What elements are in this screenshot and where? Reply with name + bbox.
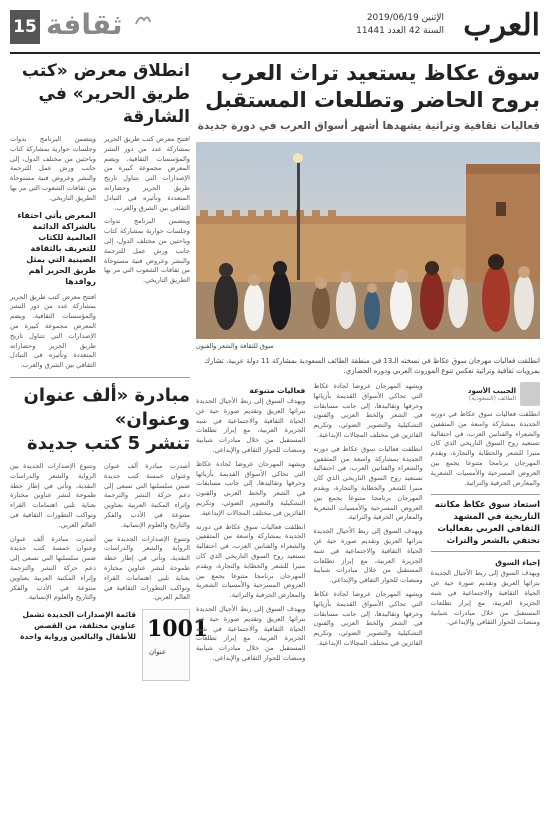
silk-road-text-a-cont: ويتضمن البرنامج ندوات وجلسات حوارية بمشاركة كتاب وباحثين من مختلف الدول، إلى جانب ورش عمل للترجمة والنشر وعروض فنية مستوحاة من ثقافات الشعوب التي مر بها الطريق التاريخي. [104, 217, 190, 285]
thousand-titles-headline-line2: تنشر 5 كتب جديدة [27, 432, 190, 454]
masthead-rule [10, 52, 540, 54]
lead-headline [196, 60, 540, 114]
masthead [10, 6, 540, 52]
book-cover-word: عنوان [149, 648, 166, 657]
page-number: 15 [10, 10, 40, 44]
issue-info [356, 12, 444, 38]
lead-text-right-cont: ويهدف السوق إلى ربط الأجيال الجديدة بتراثها العريق وتقديم صورة حية عن الحياة الثقافية والاجتماعية في شبه الجزيرة العربية، مع إبراز تطلعات المستقبل من خلال مبادرات شبابية ومنصات للحوار الثقافي والإبداعي. [430, 569, 540, 627]
lead-column-right [431, 382, 540, 664]
author-place: الطائف (السعودية) [468, 394, 516, 402]
silk-road-text-b-cont: افتتح معرض كتب طريق الحرير بمشاركة عدد من دور النشر والمؤسسات الثقافية، ويضم المعرض مجموعة كبيرة من الإصدارات التي تتناول تاريخ طريق الحرير وحضاراته المتعددة وتأثيره في التبادل الثقافي بين الشرق والغرب. [10, 292, 96, 370]
silk-road-headline [10, 60, 190, 129]
lead-article [196, 60, 540, 820]
section-divider [10, 377, 190, 378]
thousand-titles-text-a-cont: وتتنوع الإصدارات الجديدة بين الرواية والشعر والدراسات النقدية، وتأتي في إطار خطة طموحة لنشر عناوين مختارة بعناية تلبي اهتمامات القراء وتواكب التطورات الثقافية في العالم العربي. [104, 534, 190, 602]
lead-pull-quote: استعاد سوق عكاظ مكانته التاريخية في المشهد الثقافي العربي بفعاليات تحتفي بالشعر والتراث [431, 494, 540, 552]
silk-road-body [10, 135, 190, 371]
thousand-titles-text-a: أصدرت مبادرة ألف عنوان وعنوان خمسة كتب جديدة ضمن سلسلتها التي تسعى إلى دعم حركة النشر والترجمة وإثراء المكتبة العربية بعناوين متنوعة في الأدب والفكر والتاريخ والعلوم الإنسانية. [104, 461, 190, 529]
section-decoration-icon [134, 14, 152, 26]
thousand-titles-headline-line1: مبادرة «ألف عنوان وعنوان» [23, 384, 190, 430]
lead-intro: انطلقت فعاليات مهرجان سوق عكاظ في نسخته الـ13 في منطقة الطائف السعودية بمشاركة 11 دولة عربية، تشارك بمرويات ثقافية وتراثية تعكس تنوع الموروث العربي ودوره الحضاري. [204, 357, 540, 375]
lead-subhead-events: فعاليات متنوعة [249, 386, 306, 395]
thousand-titles-body [10, 462, 190, 603]
lead-body-columns [196, 382, 540, 664]
lead-text-left-cont: ويشهد المهرجان عروضا لجادة عكاظ التي تحاكي الأسواق القديمة بأزيائها وحرفها وتقاليدها، إلى جانب مسابقات في الشعر والخط العربي والفنون التشكيلية والتصوير الضوئي، وتكريم الفائزين في مختلف المجالات الإبداعية. [196, 459, 306, 517]
lead-subhead-revival: إحياء السوق [495, 558, 540, 568]
silk-road-text-b: ويتضمن البرنامج ندوات وجلسات حوارية بمشاركة كتاب وباحثين من مختلف الدول، إلى جانب ورش عمل للترجمة والنشر وعروض فنية مستوحاة من ثقافات الشعوب التي مر بها الطريق التاريخي. [10, 135, 96, 202]
lead-text-left-cont3: ويهدف السوق إلى ربط الأجيال الجديدة بتراثها العريق وتقديم صورة حية عن الحياة الثقافية والاجتماعية في شبه الجزيرة العربية، مع إبراز تطلعات المستقبل من خلال مبادرات شبابية ومنصات للحوار الثقافي والإبداعي. [196, 604, 306, 662]
lead-text-middle-cont2: ويهدف السوق إلى ربط الأجيال الجديدة بتراثها العريق وتقديم صورة حية عن الحياة الثقافية والاجتماعية في شبه الجزيرة العربية، مع إبراز تطلعات المستقبل من خلال مبادرات شبابية ومنصات للحوار الثقافي والإبداعي. [313, 527, 423, 585]
thousand-titles-text-b: وتتنوع الإصدارات الجديدة بين الرواية والشعر والدراسات النقدية، وتأتي في إطار خطة طموحة لنشر عناوين مختارة بعناية تلبي اهتمامات القراء وتواكب التطورات الثقافية في العالم العربي. [10, 461, 96, 529]
left-column [10, 60, 209, 810]
lead-text-middle: ويشهد المهرجان عروضا لجادة عكاظ التي تحاكي الأسواق القديمة بأزيائها وحرفها وتقاليدها، إلى جانب مسابقات في الشعر والخط العربي والفنون التشكيلية والتصوير الضوئي، وتكريم الفائزين في مختلف المجالات الإبداعية. [313, 382, 423, 439]
book-feature [10, 609, 209, 681]
issue-date: الإثنين 2019/06/19 [366, 13, 444, 23]
book-caption: قائمة الإصدارات الجديدة تشمل عناوين مختلفة، من القصص للأطفال والبالغين ورواية واحدة [20, 610, 136, 642]
silk-road-headline-line1: انطلاق معرض «كتب [21, 61, 190, 81]
lead-column-left [196, 382, 305, 664]
author-avatar [520, 382, 540, 406]
book-cover-image [142, 609, 209, 681]
photo-caption: سوق للثقافة والشعر والفنون [196, 342, 274, 350]
newspaper-logo: العرب [463, 8, 540, 43]
lead-headline-line2: بروح الحاضر وتطلعات المستقبل [205, 88, 540, 112]
lead-text-right: انطلقت فعاليات سوق عكاظ في دورته الجديدة بمشاركة واسعة من المثقفين والشعراء والفنانين العرب، في احتفالية تستعيد روح السوق التاريخي الذي كان منبرا للشعر والخطابة والتجارة، ويقدم المهرجان برنامجا متنوعا يجمع بين العروض المسرحية والأمسيات الشعرية والمعارض الحرفية والتراثية. [430, 410, 540, 487]
market-scene-image [196, 142, 540, 339]
lead-headline-line1: سوق عكاظ يستعيد تراث العرب [221, 61, 540, 85]
lead-photo [196, 142, 540, 339]
lead-text-left-cont2: انطلقت فعاليات سوق عكاظ في دورته الجديدة بمشاركة واسعة من المثقفين والشعراء والفنانين العرب، في احتفالية تستعيد روح السوق التاريخي الذي كان منبرا للشعر والخطابة والتجارة، ويقدم المهرجان برنامجا متنوعا يجمع بين العروض المسرحية والأمسيات الشعرية والمعارض الحرفية والتراثية. [196, 522, 306, 600]
lead-text-middle-cont3: ويشهد المهرجان عروضا لجادة عكاظ التي تحاكي الأسواق القديمة بأزيائها وحرفها وتقاليدها، إلى جانب مسابقات في الشعر والخط العربي والفنون التشكيلية والتصوير الضوئي، وتكريم الفائزين في مختلف المجالات الإبداعية. [313, 589, 423, 647]
silk-road-text-a: افتتح معرض كتب طريق الحرير بمشاركة عدد من دور النشر والمؤسسات الثقافية، ويضم المعرض مجموعة كبيرة من الإصدارات التي تتناول تاريخ طريق الحرير وحضاراته المتعددة وتأثيره في التبادل الثقافي بين الشرق والغرب. [104, 135, 190, 212]
lead-subheadline: فعاليات ثقافية وتراثية يشهدها أشهر أسواق العرب في دورة جديدة [197, 120, 540, 132]
lead-column-middle [313, 382, 422, 664]
author-name: الحبيب الأسود [467, 386, 516, 395]
lead-text-left: ويهدف السوق إلى ربط الأجيال الجديدة بتراثها العريق وتقديم صورة حية عن الحياة الثقافية والاجتماعية في شبه الجزيرة العربية، مع إبراز تطلعات المستقبل من خلال مبادرات شبابية ومنصات للحوار الثقافي والإبداعي. [196, 397, 306, 454]
lead-text-middle-cont: انطلقت فعاليات سوق عكاظ في دورته الجديدة بمشاركة واسعة من المثقفين والشعراء والفنانين العرب، في احتفالية تستعيد روح السوق التاريخي الذي كان منبرا للشعر والخطابة والتجارة، ويقدم المهرجان برنامجا متنوعا يجمع بين العروض المسرحية والأمسيات الشعرية والمعارض الحرفية والتراثية. [313, 444, 423, 522]
silk-road-headline-line2: طريق الحرير» في الشارقة [38, 84, 190, 127]
thousand-titles-headline [10, 384, 190, 456]
thousand-titles-text-b-cont: أصدرت مبادرة ألف عنوان وعنوان خمسة كتب جديدة ضمن سلسلتها التي تسعى إلى دعم حركة النشر والترجمة وإثراء المكتبة العربية بعناوين متنوعة في الأدب والفكر والتاريخ والعلوم الإنسانية. [10, 534, 96, 602]
book-cover-number: 1001 [147, 616, 209, 643]
author-byline [431, 382, 540, 406]
issue-number: السنة 42 العدد 11441 [356, 26, 444, 36]
section-name: ثقافة [46, 8, 123, 41]
silk-road-pull-quote: المعرض يأتي احتفاء بالشراكة الدائمة العالمية للكتاب للتعريف بالثقافة الصينية التي يمثل طريق الحرير أهم روافدها [17, 210, 96, 286]
